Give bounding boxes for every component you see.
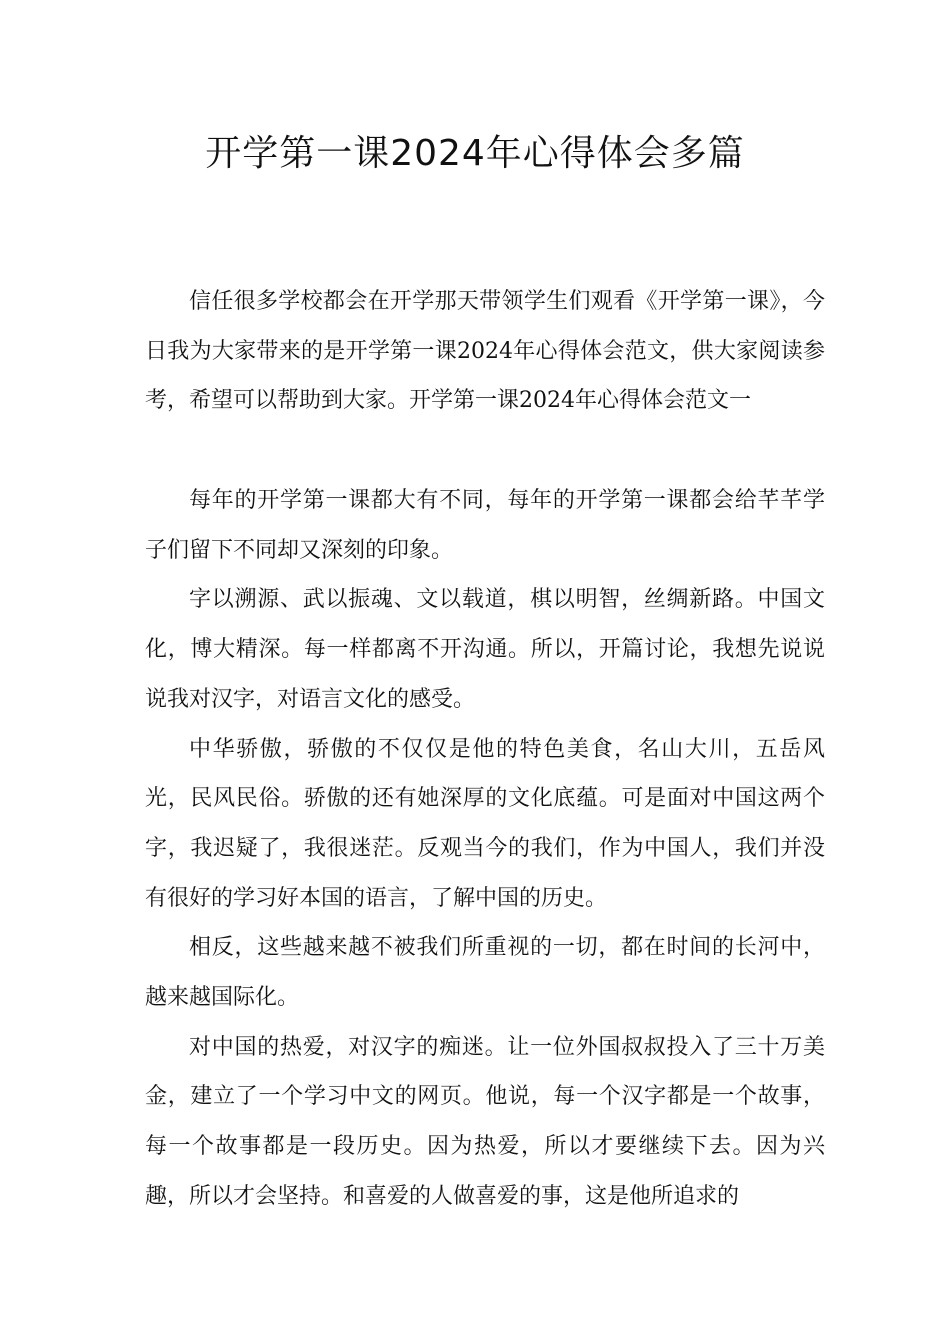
paragraph: 每年的开学第一课都大有不同，每年的开学第一课都会给芊芊学子们留下不同却又深刻的印象。 xyxy=(145,488,825,563)
paragraph: 中华骄傲，骄傲的不仅仅是他的特色美食，名山大川，五岳风光，民风民俗。骄傲的还有她深厚的文化底蕴。可是面对中国这两个字，我迟疑了，我很迷茫。反观当今的我们，作为中国人，我们并没有很好的学习好本国的语言，了解中国的历史。 xyxy=(145,736,825,911)
paragraph: 信任很多学校都会在开学那天带领学生们观看《开学第一课》，今日我为大家带来的是开学第一课2024年心得体会范文，供大家阅读参考，希望可以帮助到大家。开学第一课2024年心得体会范文一 xyxy=(145,289,825,414)
paragraph: 字以溯源、武以振魂、文以载道，棋以明智，丝绸新路。中国文化，博大精深。每一样都离不开沟通。所以，开篇讨论，我想先说说说我对汉字，对语言文化的感受。 xyxy=(145,587,825,712)
document-title: 开学第一课2024年心得体会多篇 xyxy=(205,133,745,174)
body-block xyxy=(145,476,825,1222)
paragraph: 相反，这些越来越不被我们所重视的一切，都在时间的长河中，越来越国际化。 xyxy=(145,935,825,1011)
paragraph: 对中国的热爱，对汉字的痴迷。让一位外国叔叔投入了三十万美金，建立了一个学习中文的网页。他说，每一个汉字都是一个故事，每一个故事都是一段历史。因为热爱，所以才要继续下去。因为兴趣，所以才会坚持。和喜爱的人做喜爱的事，这是他所追求的 xyxy=(145,1034,825,1209)
intro-block xyxy=(145,277,825,426)
